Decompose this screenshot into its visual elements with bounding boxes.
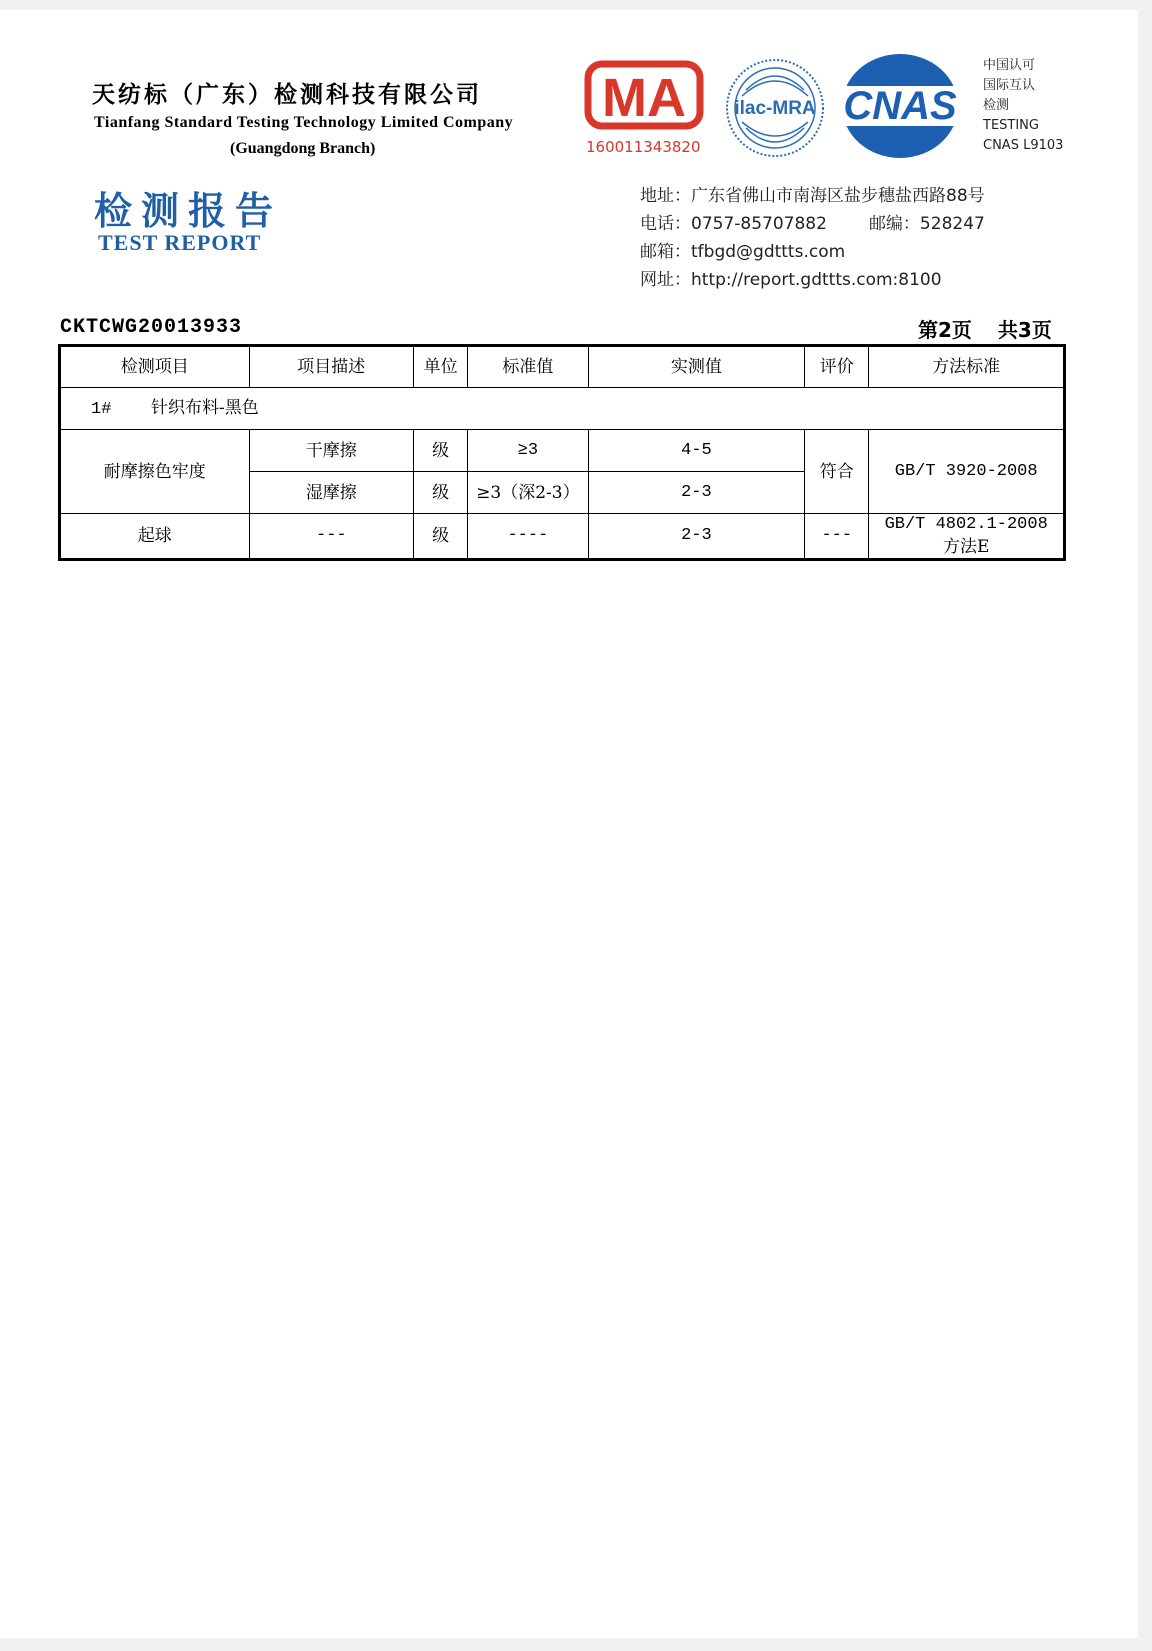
contact-website: 网址：http://report.gdttts.com:8100 xyxy=(640,270,942,290)
table-header-row xyxy=(60,346,1065,388)
cnas-logo xyxy=(838,50,962,162)
table-row xyxy=(60,430,1065,472)
sample-name: 针织布料-黑色 xyxy=(151,397,259,418)
contact-postal: 邮编：528247 xyxy=(868,214,985,234)
unit-cell: 级 xyxy=(414,514,468,560)
column-header: 项目描述 xyxy=(249,346,413,388)
description-cell: 湿摩擦 xyxy=(249,472,413,514)
column-header: 评价 xyxy=(805,346,869,388)
report-page xyxy=(0,10,1138,1638)
measured-value-cell: 4-5 xyxy=(588,430,805,472)
column-header: 实测值 xyxy=(588,346,805,388)
method-cell xyxy=(869,514,1065,560)
cnas-line: CNAS L9103 xyxy=(983,138,1064,153)
table-row xyxy=(60,514,1065,560)
company-name-cn: 天纺标（广东）检测科技有限公司 xyxy=(92,82,482,108)
method-cell: GB/T 3920-2008 xyxy=(869,430,1065,514)
description-cell: --- xyxy=(249,514,413,560)
report-number: CKTCWG20013933 xyxy=(60,316,243,339)
sample-cell xyxy=(60,388,1065,430)
column-header: 标准值 xyxy=(468,346,588,388)
page-total: 共3页 xyxy=(997,318,1052,342)
sample-row xyxy=(60,388,1065,430)
unit-cell: 级 xyxy=(414,472,468,514)
evaluation-cell: 符合 xyxy=(805,430,869,514)
contact-address: 地址：广东省佛山市南海区盐步穗盐西路88号 xyxy=(640,186,985,206)
report-title-cn: 检测报告 xyxy=(94,188,283,233)
description-cell: 干摩擦 xyxy=(249,430,413,472)
results-table xyxy=(58,344,1066,561)
company-name-en: Tianfang Standard Testing Technology Limited Company xyxy=(94,114,514,131)
cnas-line: TESTING xyxy=(983,118,1039,133)
unit-cell: 级 xyxy=(414,430,468,472)
test-item-cell: 耐摩擦色牢度 xyxy=(60,430,250,514)
cma-logo-text: MA xyxy=(602,68,686,128)
contact-phone: 电话：0757-85707882 xyxy=(640,214,827,234)
column-header: 方法标准 xyxy=(869,346,1065,388)
contact-email: 邮箱：tfbgd@gdttts.com xyxy=(640,242,846,262)
ilac-logo-text: ilac-MRA xyxy=(734,98,816,119)
standard-value-cell: ≥3（深2-3） xyxy=(468,472,588,514)
cnas-line: 国际互认 xyxy=(983,78,1036,93)
method-line: GB/T 4802.1-2008 xyxy=(884,515,1048,534)
column-header: 单位 xyxy=(414,346,468,388)
cnas-line: 检测 xyxy=(983,98,1010,113)
measured-value-cell: 2-3 xyxy=(588,472,805,514)
cnas-line: 中国认可 xyxy=(983,58,1036,73)
ilac-mra-logo xyxy=(722,46,828,170)
contact-phone-row xyxy=(640,210,985,238)
page-indicator xyxy=(918,314,1052,343)
column-header: 检测项目 xyxy=(60,346,250,388)
sample-id: 1# xyxy=(91,399,112,419)
cnas-accreditation-info xyxy=(983,56,1063,156)
measured-value-cell: 2-3 xyxy=(588,514,805,560)
cnas-logo-text: CNAS xyxy=(843,84,957,128)
report-title-en: TEST REPORT xyxy=(98,230,262,255)
standard-value-cell: ≥3 xyxy=(468,430,588,472)
contact-block xyxy=(640,182,985,294)
test-item-cell: 起球 xyxy=(60,514,250,560)
page-current: 第2页 xyxy=(918,318,972,342)
standard-value-cell: ---- xyxy=(468,514,588,560)
cma-number: 160011343820 xyxy=(586,138,701,156)
method-line: 方法E xyxy=(942,537,990,557)
company-branch: (Guangdong Branch) xyxy=(230,140,376,157)
evaluation-cell: --- xyxy=(805,514,869,560)
